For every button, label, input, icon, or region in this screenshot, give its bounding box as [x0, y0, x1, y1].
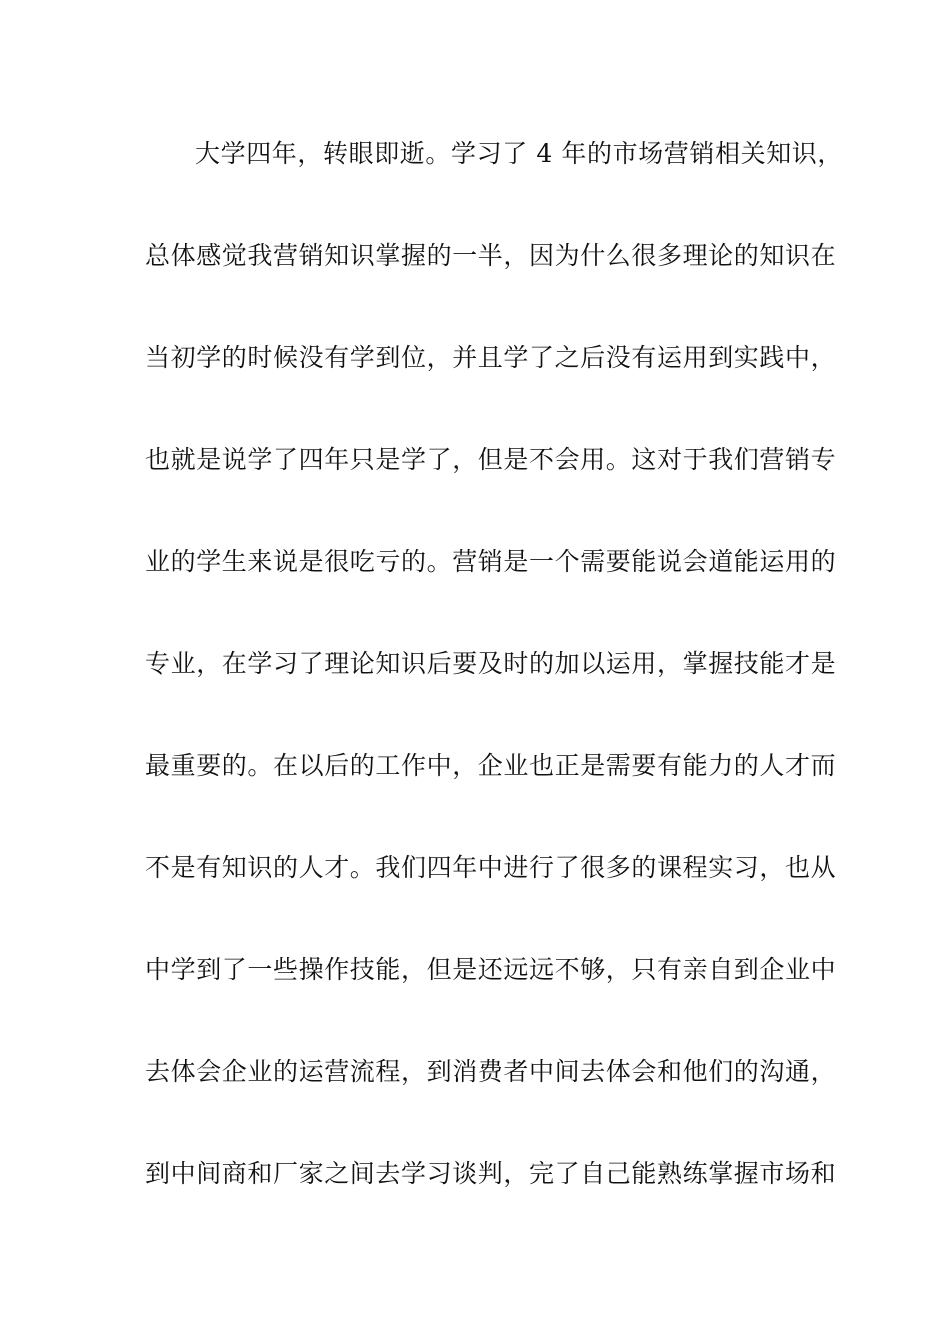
text-line-6: 专业，在学习了理论知识后要及时的加以运用，掌握技能才是: [145, 649, 837, 678]
text-line-3: 当初学的时候没有学到位，并且学了之后没有运用到实践中，: [145, 343, 837, 372]
body-paragraph: [145, 128, 844, 1250]
text-line-1: 大学四年，转眼即逝。学习了 4 年的市场营销相关知识，: [195, 139, 844, 168]
text-line-4: 也就是说学了四年只是学了，但是不会用。这对于我们营销专: [145, 445, 837, 474]
text-line-9: 中学到了一些操作技能，但是还远远不够，只有亲自到企业中: [145, 955, 837, 984]
text-line-11: 到中间商和厂家之间去学习谈判，完了自己能熟练掌握市场和: [145, 1159, 837, 1188]
text-line-8: 不是有知识的人才。我们四年中进行了很多的课程实习，也从: [145, 853, 837, 882]
text-line-2: 总体感觉我营销知识掌握的一半，因为什么很多理论的知识在: [145, 241, 837, 270]
text-line-5: 业的学生来说是很吃亏的。营销是一个需要能说会道能运用的: [145, 547, 837, 576]
text-line-10: 去体会企业的运营流程，到消费者中间去体会和他们的沟通，: [145, 1057, 837, 1086]
text-line-7: 最重要的。在以后的工作中，企业也正是需要有能力的人才而: [145, 751, 837, 780]
